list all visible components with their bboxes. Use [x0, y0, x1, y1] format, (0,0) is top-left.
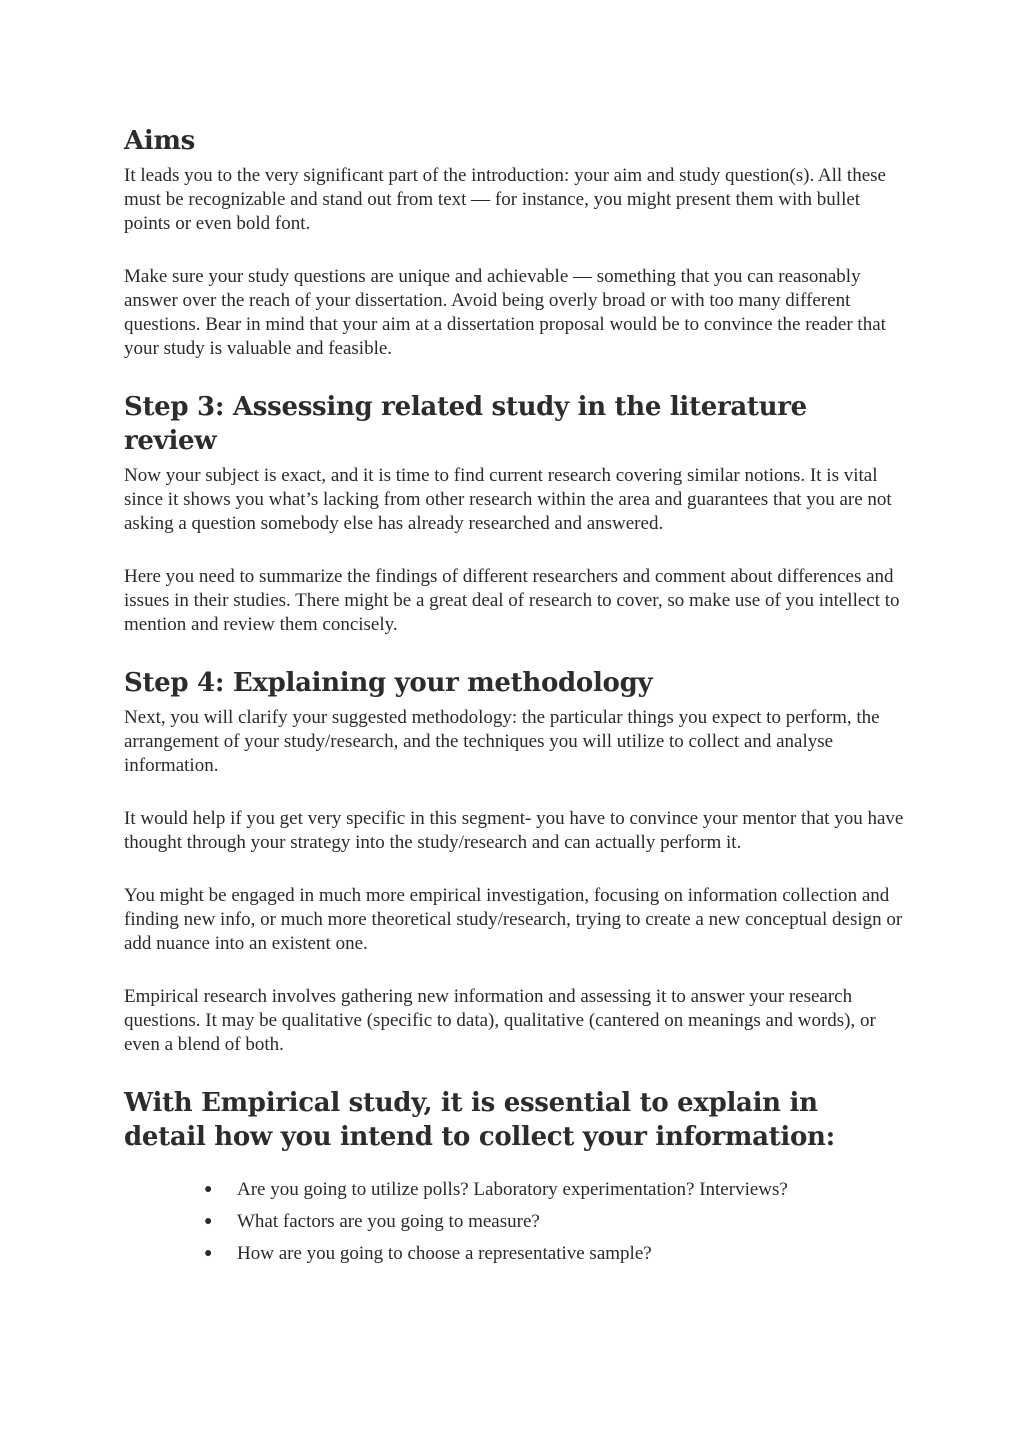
step-4-paragraph-4: Empirical research involves gathering new information and assessing it to answer your research questions. It may be qualitative (specific to data), qualitative (cantered on meanings and words), or even a blend of both. [124, 986, 876, 1055]
list-item-text: What factors are you going to measure? [237, 1211, 540, 1232]
step-4-paragraph-1: Next, you will clarify your suggested methodology: the particular things you expect to perform, the arrangement of your study/research, and the techniques you will utilize to collect and analyse information. [124, 707, 880, 776]
bullet-icon: ● [204, 1214, 213, 1229]
step-3-paragraph-2: Here you need to summarize the findings of different researchers and comment about differences and issues in their studies. There might be a great deal of research to cover, so make use of you intellect to mention and review them concisely. [124, 566, 900, 635]
heading-step-4: Step 4: Explaining your methodology [124, 668, 653, 698]
document-page [124, 124, 904, 1274]
bullet-icon: ● [204, 1246, 213, 1261]
step-3-paragraph-1: Now your subject is exact, and it is time to find current research covering similar notions. It is vital since it shows you what’s lacking from other research within the area and guarantees that you are not asking a question somebody else has already researched and answered. [124, 465, 892, 534]
empirical-questions-list [124, 1178, 904, 1266]
aims-paragraph-1: It leads you to the very significant part of the introduction: your aim and study question(s). All these must be recognizable and stand out from text — for instance, you might present them with bullet points or even bold font. [124, 165, 886, 234]
bullet-icon: ● [204, 1182, 213, 1197]
step-4-paragraph-2: It would help if you get very specific in this segment- you have to convince your mentor that you have thought through your strategy into the study/research and can actually perform it. [124, 808, 904, 853]
list-item [204, 1210, 904, 1234]
aims-paragraph-2: Make sure your study questions are unique and achievable — something that you can reasonably answer over the reach of your dissertation. Avoid being overly broad or with too many different questions. Bear in mind that your aim at a dissertation proposal would be to convince the reader that your study is valuable and feasible. [124, 266, 886, 359]
list-item [204, 1178, 904, 1202]
list-item-text: Are you going to utilize polls? Laboratory experimentation? Interviews? [237, 1179, 788, 1200]
heading-aims: Aims [124, 126, 195, 156]
list-item [204, 1242, 904, 1266]
heading-empirical-study: With Empirical study, it is essential to explain in detail how you intend to collect your information: [124, 1088, 835, 1152]
list-item-text: How are you going to choose a representative sample? [237, 1243, 652, 1264]
step-4-paragraph-3: You might be engaged in much more empirical investigation, focusing on information collection and finding new info, or much more theoretical study/research, trying to create a new conceptual design or add nuance into an existent one. [124, 885, 903, 954]
heading-step-3: Step 3: Assessing related study in the literature review [124, 392, 807, 456]
